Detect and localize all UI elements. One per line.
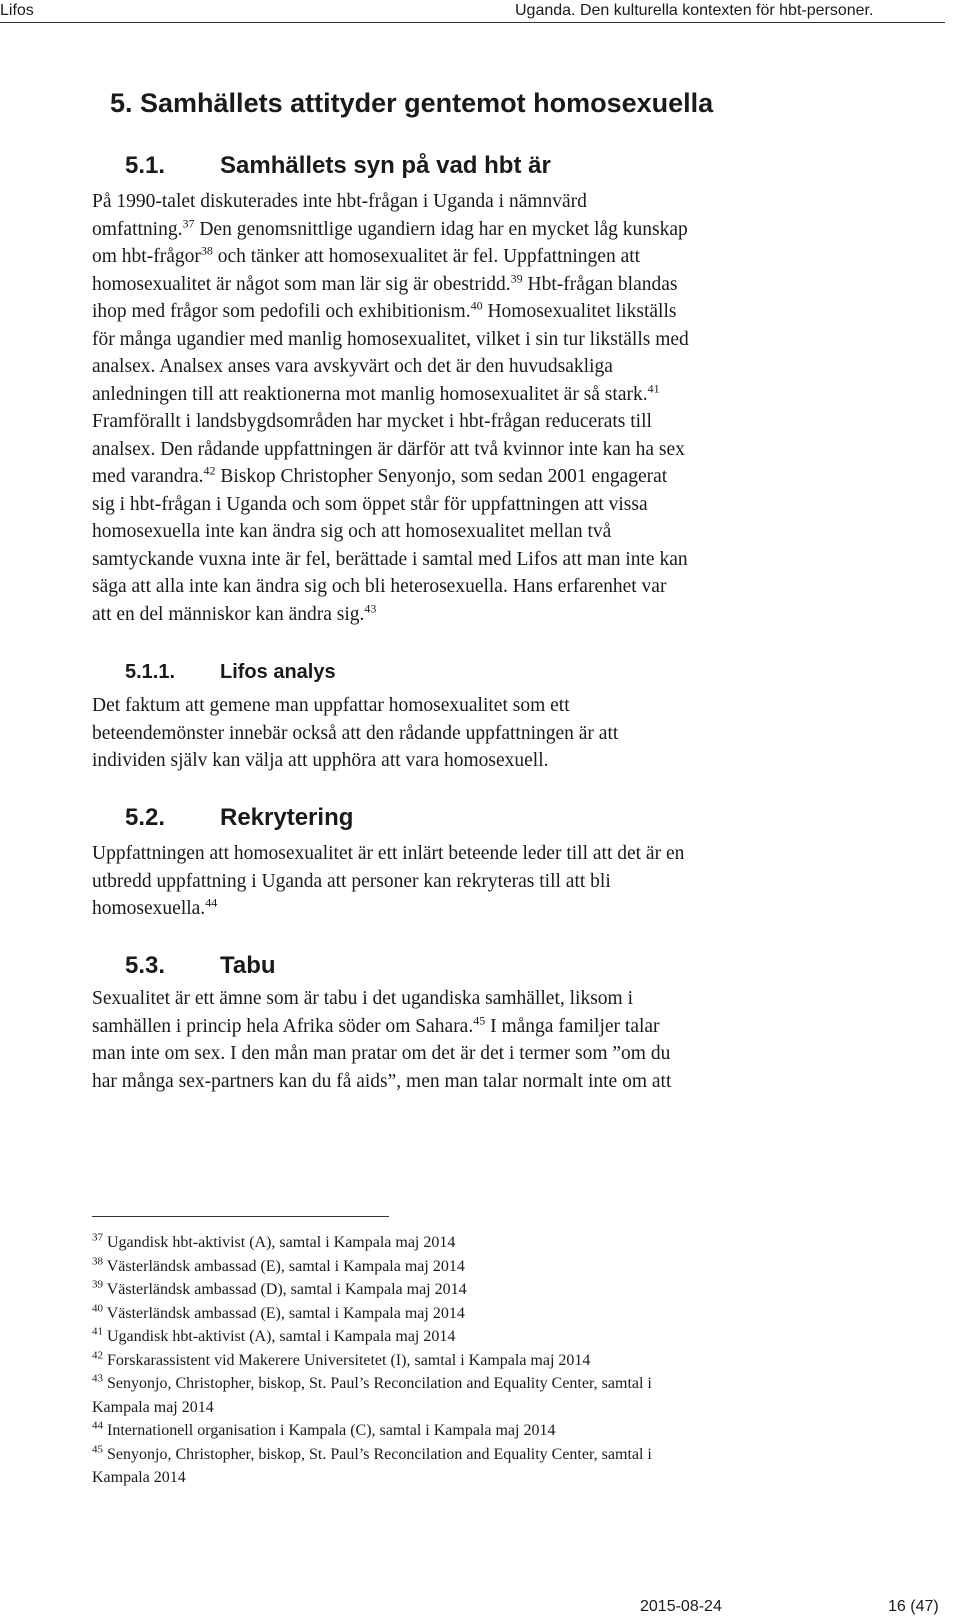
header-rule [0, 22, 945, 23]
text-line: homosexualitet är något som man lär sig är obestridd.$^{39}$ Hbt-frågan blandas [92, 271, 678, 295]
footnote-continuation: Kampala maj 2014 [92, 1398, 214, 1416]
header-left: Lifos [0, 2, 34, 19]
text-line: har många sex-partners kan du få aids”, men man talar normalt inte om att [92, 1070, 672, 1092]
footnote-number: 42 [92, 1349, 103, 1362]
footnote-ref[interactable]: 43 [364, 601, 377, 615]
section-5-1-1-body [92, 692, 942, 775]
section-number: 5.1.1. [125, 661, 176, 683]
page-number: 16 (47) [888, 1598, 939, 1615]
section-number: 5.1. [125, 152, 166, 179]
footnote-ref[interactable]: 37 [182, 216, 195, 230]
footnote: $^{37}$ Ugandisk hbt-aktivist (A), samtal i Kampala maj 2014 [92, 1231, 456, 1251]
footnote-number: 37 [92, 1231, 103, 1244]
footnote: $^{45}$ Senyonjo, Christopher, biskop, St. Paul’s Reconcilation and Equality Center, samtal i [92, 1443, 652, 1463]
footnote-separator [92, 1216, 389, 1217]
page-header [0, 0, 960, 24]
footnote: $^{39}$ Västerländsk ambassad (D), samtal i Kampala maj 2014 [92, 1278, 467, 1298]
text-line: för många ugandier med manlig homosexualitet, vilket i sin tur likställs med [92, 328, 689, 350]
footnote: $^{41}$ Ugandisk hbt-aktivist (A), samtal i Kampala maj 2014 [92, 1325, 456, 1345]
text-line: man inte om sex. I den mån man pratar om det är det i termer som ”om du [92, 1043, 671, 1064]
text-line: att en del människor kan ändra sig.$^{43}$ [92, 601, 377, 625]
footnote-ref[interactable]: 40 [470, 298, 483, 313]
text-line: På 1990-talet diskuterades inte hbt-frågan i Uganda i nämnvärd [92, 191, 587, 212]
footnote-number: 41 [92, 1325, 103, 1338]
section-5-1-body [92, 188, 942, 628]
footnote-number: 40 [92, 1302, 103, 1315]
footnote-ref[interactable]: 44 [205, 895, 218, 910]
footnote: $^{42}$ Forskarassistent vid Makerere Universitetet (I), samtal i Kampala maj 2014 [92, 1349, 591, 1369]
text-line: Det faktum att gemene man uppfattar homosexualitet som ett [92, 695, 570, 716]
footnote: $^{40}$ Västerländsk ambassad (E), samtal i Kampala maj 2014 [92, 1302, 465, 1322]
text-line: anledningen till att reaktionerna mot manlig homosexualitet är så stark.$^{41}$ [92, 381, 660, 405]
section-title: Tabu [220, 952, 276, 979]
text-line: ihop med frågor som pedofili och exhibitionism.$^{40}$ Homosexualitet likställs [92, 298, 677, 322]
text-line: utbredd uppfattning i Uganda att personer kan rekryteras till att bli [92, 870, 611, 892]
text-line: analsex. Analsex anses vara avskyvärt och det är den huvudsakliga [92, 356, 613, 377]
section-5-3-heading [125, 952, 276, 980]
footnote-continuation: Kampala 2014 [92, 1469, 186, 1486]
footnote-number: 45 [92, 1443, 103, 1456]
text-line: analsex. Den rådande uppfattningen är därför att två kvinnor inte kan ha sex [92, 438, 685, 460]
text-line: Uppfattningen att homosexualitet är ett inlärt beteende leder till att det är en [92, 843, 685, 864]
text-line: homosexuella.$^{44}$ [92, 895, 218, 919]
footnote-ref[interactable]: 42 [203, 463, 216, 478]
footnote: $^{44}$ Internationell organisation i Kampala (C), samtal i Kampala maj 2014 [92, 1419, 556, 1439]
text-line: med varandra.$^{42}$ Biskop Christopher Senyonjo, som sedan 2001 engagerat [92, 463, 668, 487]
text-line: individen själv kan välja att upphöra att vara homosexuell. [92, 750, 549, 771]
footnote: $^{38}$ Västerländsk ambassad (E), samtal i Kampala maj 2014 [92, 1255, 465, 1275]
section-5-heading: 5. Samhällets attityder gentemot homosexuella [110, 88, 714, 118]
section-5-1-heading [125, 152, 551, 180]
footnote-number: 39 [92, 1278, 103, 1291]
text-line: beteendemönster innebär också att den rådande uppfattningen är att [92, 722, 619, 744]
section-number: 5.2. [125, 804, 166, 831]
header-title: Uganda. Den kulturella kontexten för hbt-personer. [515, 2, 874, 19]
text-line: homosexuella inte kan ändra sig och att homosexualitet mellan två [92, 521, 612, 542]
text-line: sig i hbt-frågan i Uganda och som öppet står för uppfattningen att vissa [92, 493, 648, 515]
section-5-3-body [92, 985, 942, 1095]
text-line: samhällen i princip hela Afrika söder om Sahara.$^{45}$ I många familjer talar [92, 1013, 660, 1037]
footnotes [92, 1231, 952, 1490]
footnote: $^{43}$ Senyonjo, Christopher, biskop, St. Paul’s Reconcilation and Equality Center, samtal i [92, 1372, 652, 1392]
footnote-ref[interactable]: 45 [473, 1013, 486, 1027]
footnote-number: 44 [92, 1419, 103, 1432]
section-number: 5.3. [125, 952, 166, 979]
text-line: omfattning.$^{37}$ Den genomsnittlige ugandiern idag har en mycket låg kunskap [92, 216, 688, 240]
text-line: säga att alla inte kan ändra sig och bli heterosexuella. Hans erfarenhet var [92, 576, 667, 597]
section-title: Samhällets syn på vad hbt är [220, 152, 551, 179]
section-title: Rekrytering [220, 804, 354, 831]
footer-date: 2015-08-24 [640, 1598, 722, 1615]
footnote-number: 38 [92, 1255, 103, 1268]
section-title: Lifos analys [220, 661, 336, 683]
text-line: om hbt-frågor$^{38}$ och tänker att homosexualitet är fel. Uppfattningen att [92, 243, 641, 267]
footnote-ref[interactable]: 39 [510, 271, 523, 285]
text-line: samtyckande vuxna inte är fel, berättade i samtal med Lifos att man inte kan [92, 548, 688, 570]
section-5-2-body [92, 840, 942, 923]
footnote-ref[interactable]: 41 [647, 381, 660, 395]
section-5-2-heading [125, 804, 353, 832]
text-line: Framförallt i landsbygdsområden har mycket i hbt-frågan reducerats till [92, 411, 652, 432]
footnote-number: 43 [92, 1372, 103, 1385]
footnote-ref[interactable]: 38 [200, 243, 213, 258]
text-line: Sexualitet är ett ämne som är tabu i det ugandiska samhället, liksom i [92, 988, 633, 1009]
section-5-1-1-heading [125, 661, 336, 684]
